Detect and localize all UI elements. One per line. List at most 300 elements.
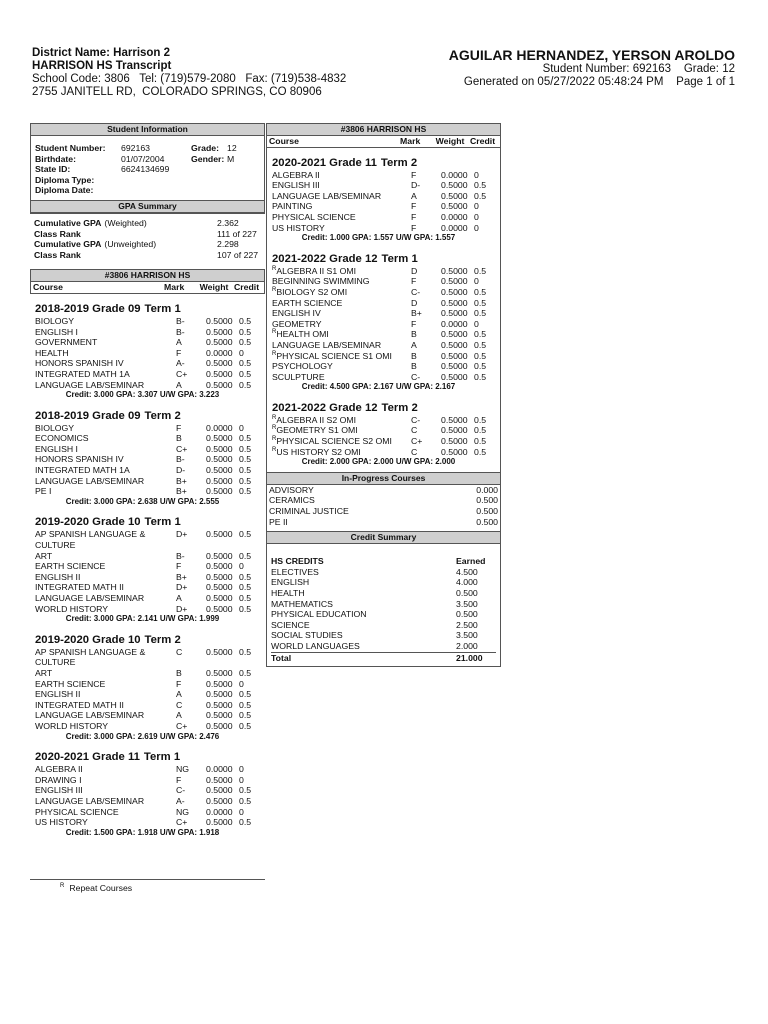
credit-row — [271, 577, 496, 588]
course-weight: 0.5000 — [206, 582, 233, 593]
gpa-label — [34, 229, 217, 240]
course-weight: 0.5000 — [441, 329, 468, 340]
course-name — [35, 337, 176, 348]
gpa-value: 107 of 227 — [217, 249, 259, 260]
in-progress-row — [267, 495, 500, 506]
birthdate-value: 01/07/2004 — [121, 153, 165, 164]
gpa-row — [34, 250, 261, 261]
course-credit: 0.5 — [474, 414, 487, 425]
course-name-text: LANGUAGE LAB/SEMINAR — [272, 339, 382, 350]
course-weight: 0.5000 — [206, 337, 233, 348]
course-weight: 0.5000 — [441, 350, 468, 361]
course-weight: 0.5000 — [206, 443, 233, 454]
course-weight: 0.5000 — [206, 315, 233, 326]
course-name — [35, 454, 176, 465]
course-mark: B- — [176, 550, 185, 561]
course-mark: NG — [176, 764, 190, 775]
credit-earned: 3.500 — [456, 598, 478, 609]
course-name-text: WORLD HISTORY — [35, 603, 109, 614]
course-row — [267, 266, 500, 277]
course-name-text: WORLD HISTORY — [35, 720, 109, 731]
term-title — [272, 253, 500, 265]
course-col-header: Course — [269, 136, 299, 146]
course-credit: 0.5 — [239, 785, 252, 796]
course-row — [30, 454, 265, 465]
course-credit: 0.5 — [239, 368, 252, 379]
course-row — [30, 721, 265, 732]
course-row — [30, 679, 265, 690]
course-weight: 0.5000 — [441, 190, 468, 201]
course-name-text: LANGUAGE LAB/SEMINAR — [35, 475, 145, 486]
course-name-text: LANGUAGE LAB/SEMINAR — [272, 190, 382, 201]
course-row — [30, 561, 265, 572]
credit-earned: 4.500 — [456, 566, 478, 577]
course-name — [35, 327, 176, 338]
course-weight: 0.0000 — [206, 422, 233, 433]
grade-label: Grade: — [191, 143, 220, 153]
course-name — [272, 191, 411, 202]
course-credit: 0.5 — [474, 350, 487, 361]
term-block — [30, 516, 265, 624]
course-credit: 0.5 — [239, 475, 252, 486]
term-block — [267, 157, 500, 244]
course-weight: 0.5000 — [441, 201, 468, 212]
course-name — [35, 689, 176, 700]
repeat-marker: R — [60, 883, 65, 890]
course-mark: F — [411, 211, 417, 222]
course-credit: 0.5 — [239, 379, 252, 390]
in-progress-credit: 0.500 — [476, 516, 498, 527]
course-row — [267, 340, 500, 351]
course-weight: 0.5000 — [441, 371, 468, 382]
course-row — [267, 223, 500, 234]
course-name — [272, 287, 411, 298]
term-name: Term 1 — [143, 751, 181, 764]
course-name-text: BIOLOGY — [35, 315, 75, 326]
credit-area: MATHEMATICS — [271, 598, 333, 609]
course-name-text: HONORS SPANISH IV — [35, 454, 124, 465]
term-name: Term 2 — [144, 409, 181, 422]
course-weight: 0.5000 — [441, 414, 468, 425]
gpa-label — [34, 250, 217, 261]
course-row — [30, 775, 265, 786]
in-progress-row — [267, 506, 500, 517]
course-weight: 0.0000 — [206, 806, 233, 817]
course-name-text: ENGLISH II — [35, 689, 81, 700]
course-name — [35, 817, 176, 828]
credit-area: SOCIAL STUDIES — [271, 630, 343, 641]
course-mark: C- — [411, 286, 421, 297]
course-name-text: US HISTORY — [35, 817, 88, 828]
course-name — [35, 572, 176, 583]
course-row — [30, 572, 265, 583]
course-credit: 0.5 — [239, 710, 252, 721]
course-credit: 0.5 — [239, 817, 252, 828]
course-weight: 0.0000 — [441, 222, 468, 233]
state-id-value: 6624134699 — [121, 164, 170, 175]
course-row — [267, 436, 500, 447]
credit-row — [271, 630, 496, 641]
course-name — [35, 679, 176, 690]
course-name — [35, 348, 176, 359]
gpa-row — [34, 218, 261, 229]
course-credit: 0.5 — [239, 646, 252, 657]
course-row — [30, 327, 265, 338]
gpa-label-text: Cumulative GPA — [34, 217, 102, 228]
course-credit: 0.5 — [474, 371, 487, 382]
footnote-text: Repeat Courses — [69, 883, 133, 893]
in-progress-course: CERAMICS — [269, 495, 315, 506]
course-mark: B+ — [411, 308, 422, 319]
course-mark: D- — [411, 180, 421, 191]
course-mark: F — [176, 422, 182, 433]
course-weight: 0.5000 — [206, 486, 233, 497]
school-band-right: #3806 HARRISON HS — [267, 124, 500, 136]
left-column — [30, 123, 265, 838]
course-row — [30, 817, 265, 828]
course-mark: C — [411, 446, 418, 457]
course-name-text: AP SPANISH LANGUAGE & — [35, 646, 146, 657]
course-weight: 0.0000 — [206, 347, 233, 358]
student-number-label: Student Number: — [35, 143, 106, 153]
course-weight: 0.5000 — [206, 561, 233, 572]
course-weight: 0.5000 — [206, 646, 233, 657]
in-progress-credit: 0.000 — [476, 484, 498, 495]
right-column — [266, 123, 501, 667]
course-row — [30, 668, 265, 679]
course-credit: 0 — [474, 276, 479, 287]
course-name — [35, 721, 176, 732]
course-mark: F — [176, 561, 182, 572]
course-credit: 0 — [474, 169, 479, 180]
course-name — [272, 298, 411, 309]
credit-row — [271, 599, 496, 610]
course-mark: B- — [176, 326, 185, 337]
student-number-value: 692163 — [121, 143, 150, 153]
course-name-text: ENGLISH I — [35, 326, 78, 337]
course-mark: D+ — [176, 529, 188, 540]
course-credit: 0.5 — [474, 339, 487, 350]
course-name-cont: CULTURE — [35, 540, 76, 551]
course-weight: 0.0000 — [441, 169, 468, 180]
course-name-text: BEGINNING SWIMMING — [272, 276, 370, 287]
course-name — [272, 212, 411, 223]
weight-col-header: Weight — [435, 136, 465, 146]
course-row — [30, 358, 265, 369]
course-credit: 0.5 — [239, 582, 252, 593]
term-title — [35, 751, 265, 763]
mark-col-header: Mark — [164, 282, 185, 293]
course-mark: D — [411, 265, 418, 276]
course-name — [272, 201, 411, 212]
repeat-marker: R — [272, 446, 277, 453]
course-name-text: LANGUAGE LAB/SEMINAR — [35, 795, 145, 806]
course-credit: 0.5 — [239, 571, 252, 582]
course-weight: 0.5000 — [206, 326, 233, 337]
course-mark: C+ — [176, 720, 188, 731]
gpa-value: 111 of 227 — [217, 228, 257, 239]
course-name — [35, 423, 176, 434]
course-row — [30, 486, 265, 497]
course-name-text: GEOMETRY S1 OMI — [276, 425, 358, 436]
course-name-text: BIOLOGY — [35, 422, 75, 433]
course-name — [35, 369, 176, 380]
credit-col-header: Credit — [470, 136, 496, 146]
course-row — [267, 447, 500, 458]
birthdate-label: Birthdate: — [35, 153, 77, 164]
course-name — [35, 316, 176, 327]
course-row — [30, 369, 265, 380]
total-label: Total — [271, 652, 292, 663]
course-mark: F — [411, 318, 417, 329]
course-weight: 0.5000 — [441, 308, 468, 319]
course-name-text: PHYSICAL SCIENCE — [272, 211, 356, 222]
course-weight: 0.5000 — [206, 454, 233, 465]
term-title — [272, 157, 500, 169]
course-credit: 0 — [474, 211, 479, 222]
course-credit: 0.5 — [239, 465, 252, 476]
course-name-text: ENGLISH III — [35, 785, 83, 796]
course-name — [272, 266, 411, 277]
course-mark: A — [176, 710, 182, 721]
course-name-text: PHYSICAL SCIENCE S1 OMI — [276, 350, 392, 361]
course-mark: C — [411, 425, 418, 436]
course-name — [35, 807, 176, 818]
course-credit: 0.5 — [474, 361, 487, 372]
repeat-marker: R — [272, 425, 277, 432]
repeat-marker: R — [272, 350, 277, 357]
course-row — [267, 425, 500, 436]
term-year: 2018-2019 Grade 09 — [35, 409, 141, 422]
course-weight: 0.5000 — [206, 699, 233, 710]
student-number-line: Student Number: 692163 Grade: 12 — [542, 63, 735, 75]
term-block — [30, 410, 265, 508]
left-table-header — [31, 282, 264, 294]
course-row — [30, 593, 265, 604]
course-weight: 0.5000 — [441, 276, 468, 287]
course-weight: 0.5000 — [441, 265, 468, 276]
course-credit: 0 — [474, 201, 479, 212]
course-row — [267, 351, 500, 362]
course-credit: 0.5 — [239, 720, 252, 731]
term-name: Term 2 — [144, 633, 181, 646]
gpa-label-text: Class Rank — [34, 249, 81, 260]
course-credit: 0.5 — [239, 443, 252, 454]
course-credit: 0.5 — [474, 190, 487, 201]
course-name-cont: CULTURE — [35, 657, 76, 668]
course-weight: 0.5000 — [206, 475, 233, 486]
course-name-text: EARTH SCIENCE — [272, 297, 343, 308]
course-name — [35, 775, 176, 786]
gpa-label-text: Class Rank — [34, 228, 81, 239]
term-name: Term 2 — [380, 156, 418, 169]
course-row — [267, 276, 500, 287]
gpa-value: 2.298 — [217, 239, 239, 250]
gender-value: M — [227, 153, 235, 164]
credit-earned: 3.500 — [456, 630, 478, 641]
course-credit: 0 — [239, 561, 244, 572]
course-name-text: ENGLISH II — [35, 571, 81, 582]
credit-total-row — [271, 652, 496, 664]
gpa-qualifier: (Weighted) — [104, 217, 147, 228]
course-credit: 0.5 — [474, 436, 487, 447]
course-row — [30, 348, 265, 359]
course-name-text: INTEGRATED MATH II — [35, 699, 124, 710]
course-weight: 0.5000 — [206, 817, 233, 828]
gpa-row — [34, 239, 261, 250]
course-credit: 0 — [239, 422, 244, 433]
course-name-text: ART — [35, 550, 53, 561]
course-row — [267, 308, 500, 319]
course-name-text: ENGLISH IV — [272, 308, 321, 319]
term-year: 2018-2019 Grade 09 — [35, 302, 141, 315]
course-mark: B- — [176, 315, 185, 326]
term-year: 2021-2022 Grade 12 — [272, 252, 378, 265]
course-name — [35, 444, 176, 455]
course-row — [267, 372, 500, 383]
course-row — [267, 212, 500, 223]
course-row — [30, 604, 265, 615]
course-name-text: GEOMETRY — [272, 318, 322, 329]
course-name — [35, 561, 176, 572]
course-mark: C — [176, 699, 183, 710]
course-weight: 0.5000 — [206, 689, 233, 700]
course-name-text: HEALTH — [35, 347, 69, 358]
term-block — [267, 402, 500, 468]
footnote — [60, 883, 132, 893]
credit-earned: 2.000 — [456, 640, 478, 651]
course-mark: A — [411, 190, 417, 201]
course-name — [35, 551, 176, 562]
credit-row — [271, 588, 496, 599]
course-row — [30, 582, 265, 593]
in-progress-title: In-Progress Courses — [267, 472, 500, 485]
course-row — [267, 361, 500, 372]
term-year: 2020-2021 Grade 11 — [272, 156, 377, 169]
course-name — [272, 308, 411, 319]
course-weight: 0.5000 — [441, 339, 468, 350]
course-name — [35, 647, 176, 668]
school-band-left: #3806 HARRISON HS — [31, 270, 264, 282]
course-name-text: SCULPTURE — [272, 371, 325, 382]
course-mark: D — [411, 297, 418, 308]
right-terms — [267, 157, 500, 472]
course-name — [272, 415, 411, 426]
course-name — [35, 476, 176, 487]
credit-area: ENGLISH — [271, 577, 310, 588]
gpa-row — [34, 229, 261, 240]
course-name — [35, 380, 176, 391]
course-name — [272, 361, 411, 372]
term-summary: Credit: 3.000 GPA: 2.141 U/W GPA: 1.999 — [65, 614, 220, 624]
state-id-label: State ID: — [35, 164, 71, 175]
course-row — [267, 180, 500, 191]
course-mark: D+ — [176, 603, 188, 614]
course-name-text: INTEGRATED MATH II — [35, 582, 124, 593]
footnote-divider — [30, 879, 265, 880]
course-name — [35, 796, 176, 807]
course-credit: 0.5 — [239, 529, 252, 540]
course-credit: 0.5 — [239, 699, 252, 710]
course-name-text: LANGUAGE LAB/SEMINAR — [35, 379, 145, 390]
course-name-text: PE I — [35, 486, 52, 497]
course-credit: 0 — [239, 678, 244, 689]
term-title — [35, 516, 265, 528]
course-weight: 0.5000 — [206, 368, 233, 379]
course-name-text: US HISTORY — [272, 222, 325, 233]
course-row — [267, 319, 500, 330]
course-weight: 0.5000 — [206, 710, 233, 721]
district-name: District Name: Harrison 2 — [32, 47, 171, 59]
course-mark: A- — [176, 358, 185, 369]
course-name-text: AP SPANISH LANGUAGE & — [35, 529, 146, 540]
course-mark: A — [176, 379, 182, 390]
course-row — [30, 316, 265, 327]
course-mark: NG — [176, 806, 190, 817]
course-row — [267, 298, 500, 309]
course-mark: F — [176, 678, 182, 689]
course-name-text: ALGEBRA II S2 OMI — [276, 414, 357, 425]
course-credit: 0.5 — [239, 550, 252, 561]
term-title — [35, 303, 265, 315]
course-mark: F — [411, 222, 417, 233]
term-summary: Credit: 3.000 GPA: 2.619 U/W GPA: 2.476 — [65, 731, 220, 741]
repeat-marker: R — [272, 436, 277, 443]
left-terms — [30, 303, 265, 838]
course-col-header: Course — [33, 282, 63, 293]
credit-area: PHYSICAL EDUCATION — [271, 609, 367, 620]
credit-area: ELECTIVES — [271, 566, 319, 577]
course-row — [30, 796, 265, 807]
course-weight: 0.5000 — [206, 667, 233, 678]
credit-summary-body — [267, 544, 500, 666]
term-name: Term 1 — [381, 252, 418, 265]
course-credit: 0 — [474, 222, 479, 233]
in-progress-course: ADVISORY — [269, 484, 314, 495]
term-summary: Credit: 2.000 GPA: 2.000 U/W GPA: 2.000 — [301, 457, 456, 467]
course-credit: 0.5 — [239, 593, 252, 603]
course-mark: B — [411, 361, 417, 372]
gpa-value: 2.362 — [217, 217, 239, 228]
course-name — [272, 180, 411, 191]
course-credit: 0.5 — [474, 265, 487, 276]
in-progress-credit: 0.500 — [476, 495, 498, 506]
course-name — [35, 529, 176, 550]
diploma-type-label: Diploma Type: — [35, 174, 95, 185]
student-header — [449, 47, 735, 89]
course-credit: 0.5 — [239, 795, 252, 806]
course-row — [30, 710, 265, 721]
course-credit: 0.5 — [474, 180, 487, 191]
credit-earned: 0.500 — [456, 609, 478, 620]
gpa-label — [34, 239, 217, 250]
course-name-text: HONORS SPANISH IV — [35, 358, 124, 369]
course-credit: 0.5 — [239, 326, 252, 337]
course-credit: 0.5 — [239, 315, 252, 326]
course-mark: B+ — [176, 571, 187, 582]
term-year: 2020-2021 Grade 11 — [35, 751, 140, 764]
course-credit: 0.5 — [239, 433, 252, 444]
course-name — [35, 785, 176, 796]
in-progress-course: CRIMINAL JUSTICE — [269, 506, 349, 517]
left-courses-table — [30, 269, 265, 294]
right-table-header — [267, 136, 500, 148]
credit-summary-title: Credit Summary — [267, 531, 500, 544]
credit-row — [271, 609, 496, 620]
course-row — [30, 476, 265, 487]
course-weight: 0.5000 — [206, 358, 233, 369]
course-weight: 0.0000 — [206, 764, 233, 775]
